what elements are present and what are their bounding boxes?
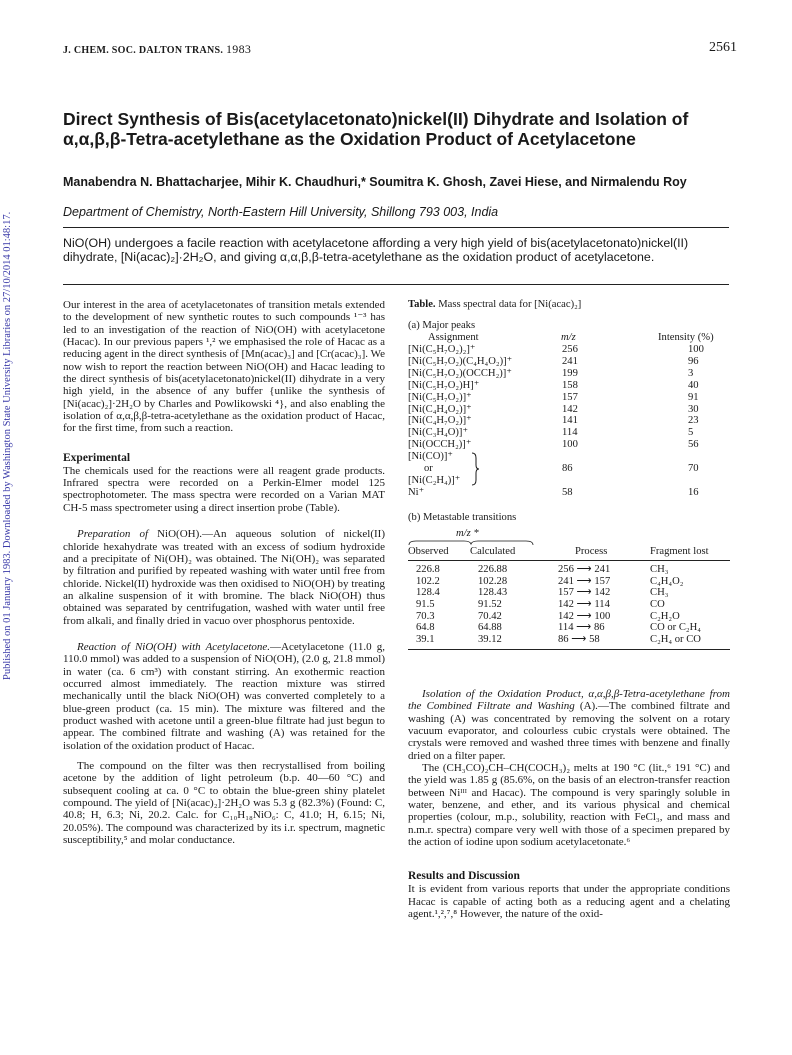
- affiliation: Department of Chemistry, North-Eastern Hill University, Shillong 793 003, India: [63, 205, 499, 219]
- assignment-cell: [Ni(C₅H₇O₂)]⁺: [408, 391, 472, 403]
- metastable-heading: (b) Metastable transitions: [408, 512, 517, 524]
- fragment-cell: C₄H₄O₂: [650, 575, 684, 587]
- observed-cell: 91.5: [416, 599, 435, 611]
- calculated-cell: 64.88: [478, 622, 502, 634]
- abstract-top-rule: [63, 227, 729, 228]
- process-cell: 256 ⟶ 241: [558, 564, 611, 576]
- intensity-cell: 100: [688, 343, 704, 355]
- preparation-label: Preparation of: [77, 528, 149, 541]
- fragment-cell: C₂H₂O: [650, 610, 680, 622]
- assignment-cell: [Ni(C₅H₇O₂)(OCCH₂)]⁺: [408, 367, 512, 379]
- process-cell: 157 ⟶ 142: [558, 587, 611, 599]
- isolation-text: (A).—The combined filtrate and washing (A) was concentrated by removing the solvent on a rotary vacuum evaporator, and colourless cubic crystals were obtained. The crystals were removed and washed three times with benzene and finally dried on a filter paper.: [408, 700, 730, 762]
- mz-header: m/z: [561, 331, 576, 343]
- process-cell: 86 ⟶ 58: [558, 634, 600, 646]
- download-watermark: [2, 120, 16, 680]
- intensity-cell: 5: [688, 427, 694, 439]
- metastable-rows: [408, 564, 738, 646]
- fragment-cell: CO: [650, 599, 665, 611]
- isolation-label: Isolation of the Oxidation Product, α,α,β,β-Tetra-acetylethane from the Combined Filtrate and Washing: [408, 688, 730, 713]
- mz-cell: 142: [562, 403, 578, 415]
- mz-cell: 157: [562, 391, 578, 403]
- fragment-header: Fragment lost: [650, 546, 709, 558]
- assignment-cell: [Ni(OCCH₂)]⁺: [408, 439, 472, 451]
- intensity-cell: 3: [688, 367, 694, 379]
- download-note: Published on 01 January 1983. Downloaded by Washington State University Libraries on 27/10/2014 01:48:17.: [2, 211, 13, 680]
- isolation-paragraph: [408, 688, 730, 762]
- assignment-cell: [Ni(C₅H₇O₂)₂]⁺: [408, 343, 476, 355]
- process-header: Process: [575, 546, 608, 558]
- table-bottom-rule: [408, 649, 730, 650]
- calculated-cell: 39.12: [478, 634, 502, 646]
- observed-cell: 64.8: [416, 622, 435, 634]
- metastable-row: [408, 587, 738, 599]
- abstract: NiO(OH) undergoes a facile reaction with acetylacetone affording a very high yield of bis(acetylacetonato)nickel(II) dihydrate, [Ni(acac)₂]·2H₂O, and giving α,α,β,β-tetra-acetylethane as the oxidation product of acetylacetone.: [63, 236, 689, 265]
- process-cell: 241 ⟶ 157: [558, 575, 611, 587]
- assignment-cell: [Ni(C₅H₇O₂)(C₄H₄O₂)]⁺: [408, 355, 513, 367]
- observed-header: Observed: [408, 546, 449, 558]
- process-cell: 114 ⟶ 86: [558, 622, 605, 634]
- observed-cell: 226.8: [416, 564, 440, 576]
- reaction-paragraph: [63, 641, 385, 752]
- metastable-row: [408, 634, 738, 646]
- observed-cell: 128.4: [416, 587, 440, 599]
- experimental-heading: Experimental: [63, 451, 131, 464]
- assignment-cell: [Ni(C₄H₇O₂)]⁺: [408, 415, 472, 427]
- left-column: [63, 299, 385, 846]
- assignment-header: Assignment: [428, 331, 479, 343]
- metastable-row: [408, 599, 738, 611]
- table-row: [408, 380, 738, 392]
- reaction-text: —Acetylacetone (11.0 g, 110.0 mmol) was added to a suspension of NiO(OH), (2.0 g, 21.8 mmol) in water (ca. 6 cm³) with constant stirring. An exothermic reaction occurred almost immediately. The reaction mixture was stirred mechanically until the black NiO(OH) was converted completely to a blue-green product (ca. 15 min). The mixture was filtered and the product washed with acetone until a green-blue filtrate had just begun to appear. The combined filtrate and washing (A) was retained for the isolation of the oxidation product of Hacac.: [63, 640, 385, 752]
- process-cell: 142 ⟶ 114: [558, 599, 610, 611]
- mz-cell: 241: [562, 355, 578, 367]
- table-caption-label: Table.: [408, 299, 436, 310]
- observed-cell: 70.3: [416, 610, 435, 622]
- journal-name: J. CHEM. SOC. DALTON TRANS.: [63, 45, 224, 56]
- table-row: [408, 404, 738, 416]
- experimental-paragraph: The chemicals used for the reactions were all reagent grade products. Infrared spectra were recorded on a Perkin-Elmer model 125 spectrophotometer. The mass spectra were recorded on a Varian MAT CH-5 mass spectrometer using a direct insertion probe (Table).: [63, 464, 385, 514]
- mz-cell: 114: [562, 427, 578, 439]
- mz-cell: 256: [562, 343, 578, 355]
- intensity-cell: 56: [688, 439, 699, 451]
- metastable-rule: [408, 560, 730, 561]
- calculated-cell: 226.88: [478, 564, 508, 576]
- table-row: [408, 451, 738, 487]
- abstract-bottom-rule: [63, 284, 729, 285]
- table-row: [408, 368, 738, 380]
- page-number: 2561: [709, 40, 737, 55]
- ni-mz: 58: [562, 487, 573, 499]
- calculated-cell: 70.42: [478, 610, 502, 622]
- fragment-cell: CH₃: [650, 587, 669, 599]
- calculated-cell: 91.52: [478, 599, 502, 611]
- observed-cell: 102.2: [416, 575, 440, 587]
- table-row: [408, 427, 738, 439]
- major-peaks-rows: [408, 344, 738, 451]
- mz-cell: 141: [562, 415, 578, 427]
- major-peaks-heading: (a) Major peaks: [408, 319, 476, 331]
- intensity-header: Intensity (%): [658, 331, 714, 343]
- intensity-cell: 30: [688, 403, 699, 415]
- preparation-paragraph: [63, 528, 385, 627]
- preparation-text: NiO(OH).—An aqueous solution of nickel(II) chloride hexahydrate was treated with an excess of sodium hydroxide and a precipitate of Ni(OH)₂ was obtained. The Ni(OH)₂ was separated by filtration and purified by repeated washing with water until free from chloride. Nickel(II) hydroxide was then oxidised to NiO(OH) by treating an alkaline suspension of it with bromine. The black NiO(OH) thus obtained was separated by centrifugation, washed with water until free from alkali, and finally dried in vacuo over phosphorus pentoxide.: [63, 528, 385, 627]
- intensity-cell: 23: [688, 415, 699, 427]
- running-header: [63, 42, 251, 57]
- assignment-cell: [Ni(C₄H₄O₂)]⁺: [408, 403, 472, 415]
- metastable-row: [408, 611, 738, 623]
- intensity-cell: 91: [688, 391, 699, 403]
- table-row: [408, 356, 738, 368]
- table-row: [408, 392, 738, 404]
- metastable-row: [408, 576, 738, 588]
- observed-cell: 39.1: [416, 634, 435, 646]
- mz-star-label: m/z *: [456, 528, 479, 540]
- intro-paragraph: Our interest in the area of acetylacetonates of transition metals extended to the development of new synthetic routes to such compounds ¹⁻³ has led to an investigation of the reaction of NiO(OH) with acetylacetone (Hacac). In our previous papers ¹,² we emphasised the role of Hacac as a reducing agent in the direct synthesis of [Mn(acac)₃] and [Cr(acac)₃]. We now wish to report the reaction between NiO(OH) and Hacac leading to the direct synthesis of bis(acetylacetonato)nickel(II) dihydrate in a very high yield, in the absence of any buffer {unlike the synthesis of [Ni(acac)₂]·2H₂O by Charles and Powlikowski ⁴}, and also enabling the isolation of α,α,β,β-tetra-acetylethane as the oxidation product of Hacac, for the first time, from such a reaction.: [63, 299, 385, 435]
- calculated-header: Calculated: [470, 546, 516, 558]
- compound-paragraph: The compound on the filter was then recrystallised from boiling acetone by the addition of light petroleum (b.p. 40—60 °C) and subsequent cooling at ca. 0 °C to obtain the blue-green shiny platelet compound. The yield of [Ni(acac)₂]·2H₂O was 5.3 g (82.3%) (Found: C, 40.8; H, 6.3; Ni, 20.2. Calc. for C₁₀H₁₈NiO₆: C, 41.0; H, 6.15; Ni, 20.05%). The compound was characterized by its i.r. spectrum, magnetic susceptibility,⁵ and molar conductance.: [63, 760, 385, 847]
- assignment-cell: [Ni(C₃H₄O)]⁺: [408, 427, 469, 439]
- mz-star-label-row: [408, 528, 738, 540]
- curly-brace-icon: [470, 452, 480, 486]
- mz-cell: 199: [562, 367, 578, 379]
- table-caption: [408, 299, 738, 311]
- fragment-cell: CO or C₂H₄: [650, 622, 701, 634]
- fragment-cell: C₂H₄ or CO: [650, 634, 701, 646]
- mz-cell: 100: [562, 439, 578, 451]
- fragment-cell: CH₃: [650, 564, 669, 576]
- reaction-label: Reaction of NiO(OH) with Acetylacetone.: [77, 640, 271, 653]
- group-assignment-1: [Ni(CO)]⁺: [408, 451, 454, 463]
- group-assignment-or: or: [424, 463, 433, 475]
- mz-cell: 158: [562, 379, 578, 391]
- group-mz: 86: [562, 463, 573, 475]
- major-peaks-header: [408, 332, 738, 344]
- table-row: [408, 344, 738, 356]
- table-caption-text: Mass spectral data for [Ni(acac)₂]: [435, 299, 582, 310]
- ni-assignment: Ni⁺: [408, 487, 425, 499]
- metastable-row: [408, 564, 738, 576]
- intensity-cell: 40: [688, 379, 699, 391]
- intensity-cell: 96: [688, 355, 699, 367]
- article-title: Direct Synthesis of Bis(acetylacetonato)nickel(II) Dihydrate and Isolation of α,α,β,β-Tetra-acetylethane as the Oxidation Product of Acetylacetone: [63, 109, 689, 149]
- right-column: [408, 688, 730, 921]
- table-row: [408, 415, 738, 427]
- ni-intensity: 16: [688, 487, 699, 499]
- table-row: [408, 439, 738, 451]
- results-heading: Results and Discussion: [408, 870, 520, 883]
- assignment-cell: [Ni(C₅H₇O₂)H]⁺: [408, 379, 480, 391]
- group-intensity: 70: [688, 463, 699, 475]
- table-row: [408, 487, 738, 499]
- author-list: Manabendra N. Bhattacharjee, Mihir K. Chaudhuri,* Soumitra K. Ghosh, Zavei Hiese, and Nirmalendu Roy: [63, 175, 687, 189]
- calculated-cell: 102.28: [478, 575, 508, 587]
- results-paragraph: It is evident from various reports that under the appropriate conditions Hacac is capable of acting both as a reducing agent and a chelating agent.¹,²,⁷,⁸ However, the nature of the oxid-: [408, 883, 730, 921]
- metastable-header: [408, 546, 738, 558]
- journal-year: 1983: [225, 42, 252, 56]
- mass-spectral-table: [408, 299, 738, 650]
- group-assignment-2: [Ni(C₂H₄)]⁺: [408, 475, 461, 487]
- calculated-cell: 128.43: [478, 587, 508, 599]
- metastable-row: [408, 622, 738, 634]
- melting-paragraph: The (CH₃CO)₂CH–CH(COCH₃)₂ melts at 190 °C (lit.,⁶ 191 °C) and the yield was 1.85 g (85.6%, on the basis of an electron-transfer reaction between Niᴵᴵᴵ and Hacac). The compound is very sparingly soluble in water, benzene, and ether, and its various physical and chemical properties (colour, m.p., solubility, reaction with FeCl₃, and mass and n.m.r. spectra) compare very well with those of a specimen prepared by the action of iodine upon sodium acetylacetonate.⁶: [408, 762, 730, 849]
- process-cell: 142 ⟶ 100: [558, 610, 611, 622]
